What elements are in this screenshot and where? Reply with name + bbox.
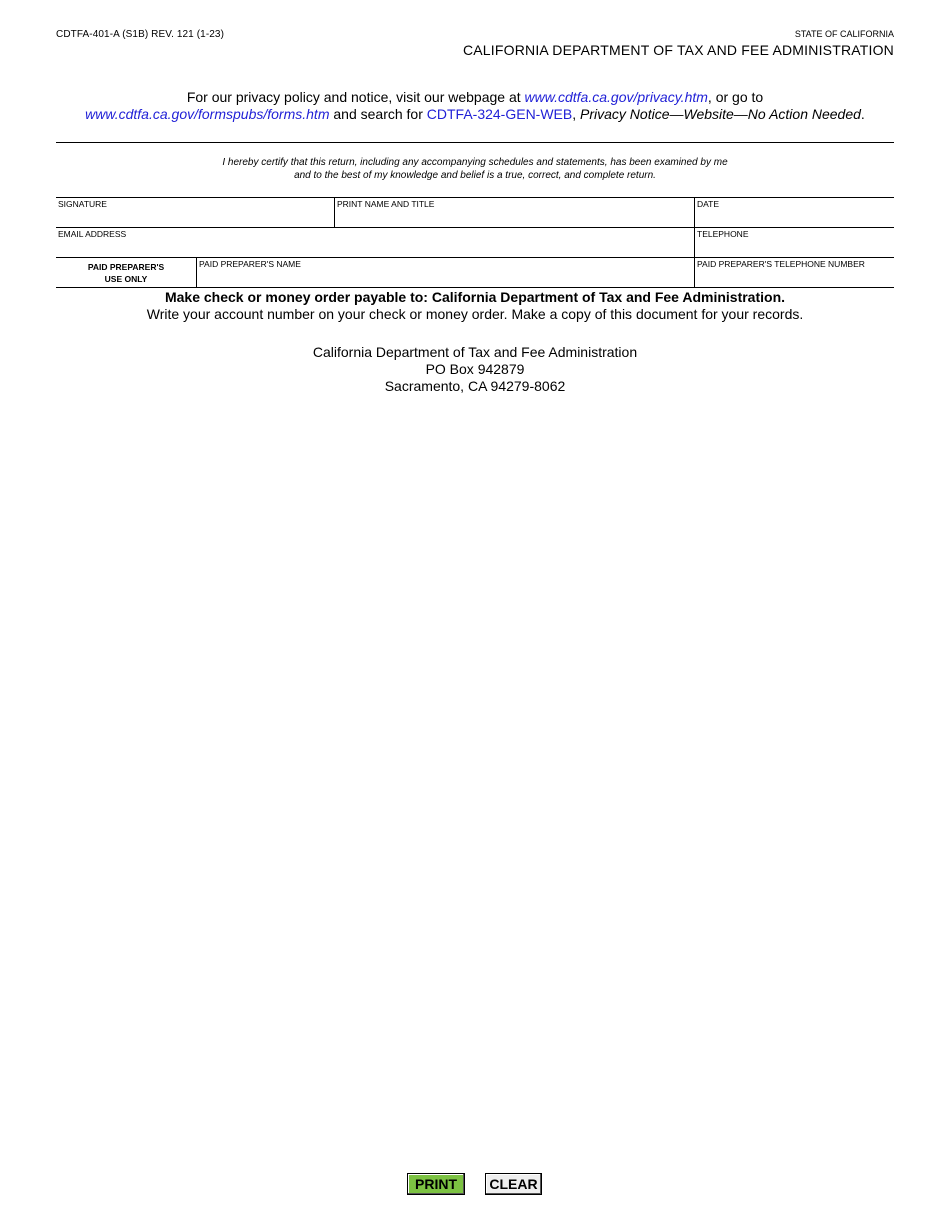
telephone-label: TELEPHONE (697, 229, 749, 239)
privacy-text-2: , or go to (707, 89, 764, 105)
preparer-label-line-1: PAID PREPARER'S (87, 262, 165, 272)
forms-link[interactable]: www.cdtfa.ca.gov/formspubs/forms.htm (85, 106, 330, 122)
email-row (56, 227, 894, 257)
divider (56, 142, 894, 143)
privacy-text-1: For our privacy policy and notice, visit our webpage at (186, 89, 525, 105)
privacy-notice-title: Privacy Notice—Website—No Action Needed (580, 106, 861, 122)
mailing-address (56, 344, 894, 395)
agency-title: CALIFORNIA DEPARTMENT OF TAX AND FEE ADMINISTRATION (462, 42, 894, 58)
signature-field[interactable] (56, 198, 334, 227)
preparer-phone-field[interactable] (694, 258, 894, 287)
signature-row (56, 197, 894, 227)
privacy-line-2 (56, 106, 894, 123)
certification (56, 156, 894, 182)
privacy-notice (56, 89, 894, 123)
clear-button[interactable]: CLEAR (485, 1173, 542, 1195)
privacy-text-3: and search for (329, 106, 427, 122)
account-instructions: Write your account number on your check or money order. Make a copy of this document for your records. (146, 306, 804, 322)
certification-line-1: I hereby certify that this return, including any accompanying schedules and statements, has been examined by me (222, 157, 728, 168)
state-label: STATE OF CALIFORNIA (794, 29, 894, 39)
email-label: EMAIL ADDRESS (58, 229, 127, 239)
print-button[interactable]: PRINT (407, 1173, 465, 1195)
privacy-text-4: , (572, 106, 581, 122)
preparer-use-only-label (56, 258, 196, 287)
date-field[interactable] (694, 198, 894, 227)
preparer-row (56, 257, 894, 288)
form-id: CDTFA-401-A (S1B) REV. 121 (1-23) (56, 29, 224, 40)
certification-line-2: and to the best of my knowledge and belief is a true, correct, and complete return. (294, 170, 656, 181)
privacy-line-1 (56, 89, 894, 106)
preparer-name-field[interactable] (196, 258, 694, 287)
telephone-field[interactable] (694, 228, 894, 257)
privacy-link[interactable]: www.cdtfa.ca.gov/privacy.htm (524, 89, 708, 105)
privacy-text-5: . (860, 106, 865, 122)
date-label: DATE (697, 199, 720, 209)
signature-grid (56, 197, 894, 288)
print-name-field[interactable] (334, 198, 694, 227)
address-line-3: Sacramento, CA 94279-8062 (384, 378, 566, 394)
signature-label: SIGNATURE (58, 199, 107, 209)
preparer-phone-label: PAID PREPARER'S TELEPHONE NUMBER (697, 259, 865, 269)
print-name-label: PRINT NAME AND TITLE (337, 199, 435, 209)
preparer-label-line-2: USE ONLY (104, 274, 148, 284)
preparer-name-label: PAID PREPARER'S NAME (199, 259, 301, 269)
payment-instructions (56, 289, 894, 323)
email-field[interactable] (56, 228, 694, 257)
gen-web-link[interactable]: CDTFA-324-GEN-WEB (426, 106, 573, 122)
address-line-1: California Department of Tax and Fee Administration (312, 344, 638, 360)
address-line-2: PO Box 942879 (425, 361, 525, 377)
payable-to: Make check or money order payable to: California Department of Tax and Fee Administration. (164, 289, 786, 305)
